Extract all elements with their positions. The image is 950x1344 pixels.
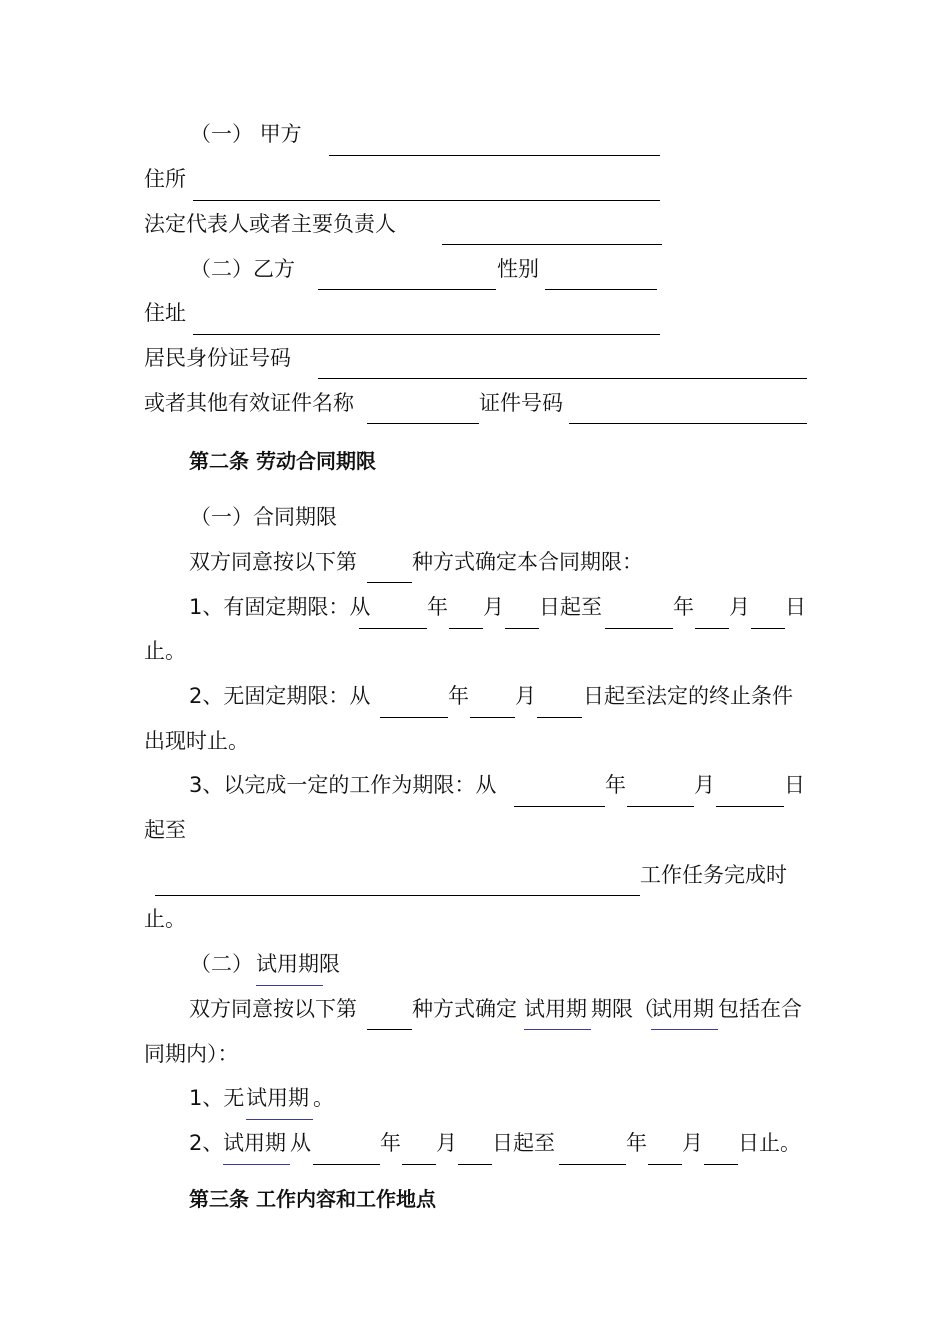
- probation-intro-end: 同期内）：: [144, 1042, 239, 1066]
- legal-rep-field[interactable]: [442, 244, 662, 245]
- probation-subtitle-prefix: （二）: [190, 952, 253, 976]
- open-year-label: 年: [448, 684, 469, 708]
- probation-opt1-underline: [246, 1119, 313, 1120]
- address-field[interactable]: [193, 334, 660, 335]
- article-2-title: 第二条 劳动合同期限: [189, 449, 376, 473]
- task-term-end: 止。: [144, 907, 186, 931]
- address-label: 住址: [144, 301, 186, 325]
- open-term-tail: 日起至法定的终止条件: [583, 684, 793, 708]
- open-term-end: 出现时止。: [144, 729, 249, 753]
- fixed-from-label: 日起至: [539, 595, 602, 619]
- task-from-label: 起至: [144, 818, 186, 842]
- id-number-label: 居民身份证号码: [144, 346, 291, 370]
- residence-field[interactable]: [193, 200, 660, 201]
- probation-year-label: 年: [380, 1131, 401, 1155]
- open-month-label: 月: [515, 684, 536, 708]
- residence-label: 住所: [144, 167, 186, 191]
- probation-month2-label: 月: [682, 1131, 703, 1155]
- cert-number-label: 证件号码: [479, 391, 563, 415]
- probation-end-day-field[interactable]: [704, 1164, 738, 1165]
- probation-subtitle: 试用期限: [256, 952, 340, 976]
- contract-term-subtitle: （一）合同期限: [190, 505, 337, 529]
- open-start-month-field[interactable]: [470, 717, 515, 718]
- fixed-end-month-field[interactable]: [695, 628, 729, 629]
- probation-intro-c-underline: [524, 1029, 591, 1030]
- task-term-prefix: 3、以完成一定的工作为期限：从: [189, 773, 497, 797]
- task-day-label: 日: [784, 773, 805, 797]
- probation-opt1-a: 1、无: [189, 1086, 245, 1110]
- probation-end-month-field[interactable]: [648, 1164, 682, 1165]
- task-year-label: 年: [605, 773, 626, 797]
- probation-opt1-b: 试用期: [246, 1086, 309, 1110]
- task-complete-label: 工作任务完成时: [640, 863, 787, 887]
- probation-end-label: 日止。: [738, 1131, 801, 1155]
- legal-rep-label: 法定代表人或者主要负责人: [144, 212, 396, 236]
- fixed-term-end: 止。: [144, 639, 186, 663]
- probation-intro-e-underline: [651, 1029, 718, 1030]
- term-method-field[interactable]: [367, 582, 412, 583]
- probation-intro-f: 包括在合: [718, 997, 802, 1021]
- party-b-name-field[interactable]: [318, 289, 496, 290]
- fixed-month2-label: 月: [729, 595, 750, 619]
- probation-opt2-c: 从: [290, 1131, 311, 1155]
- fixed-year-label: 年: [427, 595, 448, 619]
- fixed-end-year-field[interactable]: [605, 628, 673, 629]
- probation-month-label: 月: [436, 1131, 457, 1155]
- fixed-start-day-field[interactable]: [505, 628, 539, 629]
- fixed-start-month-field[interactable]: [449, 628, 483, 629]
- probation-opt2-a: 2、: [189, 1131, 224, 1155]
- party-a-name-field[interactable]: [329, 155, 660, 156]
- task-month-label: 月: [694, 773, 715, 797]
- term-intro-text-a: 双方同意按以下第: [189, 550, 357, 574]
- fixed-start-year-field[interactable]: [359, 628, 427, 629]
- term-intro-text-b: 种方式确定本合同期限：: [412, 550, 643, 574]
- other-id-label: 或者其他有效证件名称: [144, 391, 354, 415]
- party-a-heading: （一） 甲方: [190, 122, 302, 146]
- gender-field[interactable]: [545, 289, 657, 290]
- probation-intro-d: 期限（: [591, 997, 654, 1021]
- task-start-day-field[interactable]: [716, 806, 784, 807]
- probation-intro-e: 试用期: [651, 997, 714, 1021]
- probation-intro-b: 种方式确定: [412, 997, 517, 1021]
- id-number-field[interactable]: [318, 378, 807, 379]
- probation-start-month-field[interactable]: [402, 1164, 436, 1165]
- probation-method-field[interactable]: [367, 1029, 412, 1030]
- open-term-prefix: 2、无固定期限：从: [189, 684, 371, 708]
- fixed-day2-label: 日: [785, 595, 806, 619]
- probation-opt2-b: 试用期: [223, 1131, 286, 1155]
- probation-intro-a: 双方同意按以下第: [189, 997, 357, 1021]
- task-description-field[interactable]: [155, 895, 640, 896]
- gender-label: 性别: [497, 257, 539, 281]
- fixed-end-day-field[interactable]: [751, 628, 785, 629]
- probation-year2-label: 年: [626, 1131, 647, 1155]
- probation-intro-c: 试用期: [524, 997, 587, 1021]
- probation-start-day-field[interactable]: [458, 1164, 492, 1165]
- task-start-year-field[interactable]: [514, 806, 605, 807]
- probation-end-year-field[interactable]: [559, 1164, 626, 1165]
- fixed-year2-label: 年: [673, 595, 694, 619]
- open-start-day-field[interactable]: [537, 717, 582, 718]
- fixed-term-prefix: 1、有固定期限：从: [189, 595, 371, 619]
- probation-opt1-c: 。: [313, 1086, 334, 1110]
- fixed-month-label: 月: [483, 595, 504, 619]
- task-start-month-field[interactable]: [627, 806, 694, 807]
- cert-number-field[interactable]: [569, 423, 807, 424]
- probation-start-year-field[interactable]: [313, 1164, 380, 1165]
- probation-subtitle-underline: [256, 985, 323, 986]
- probation-opt2-underline: [223, 1164, 290, 1165]
- article-3-title: 第三条 工作内容和工作地点: [189, 1187, 436, 1211]
- other-id-name-field[interactable]: [367, 423, 479, 424]
- open-start-year-field[interactable]: [380, 717, 448, 718]
- party-b-heading: （二）乙方: [190, 257, 295, 281]
- probation-from-label: 日起至: [492, 1131, 555, 1155]
